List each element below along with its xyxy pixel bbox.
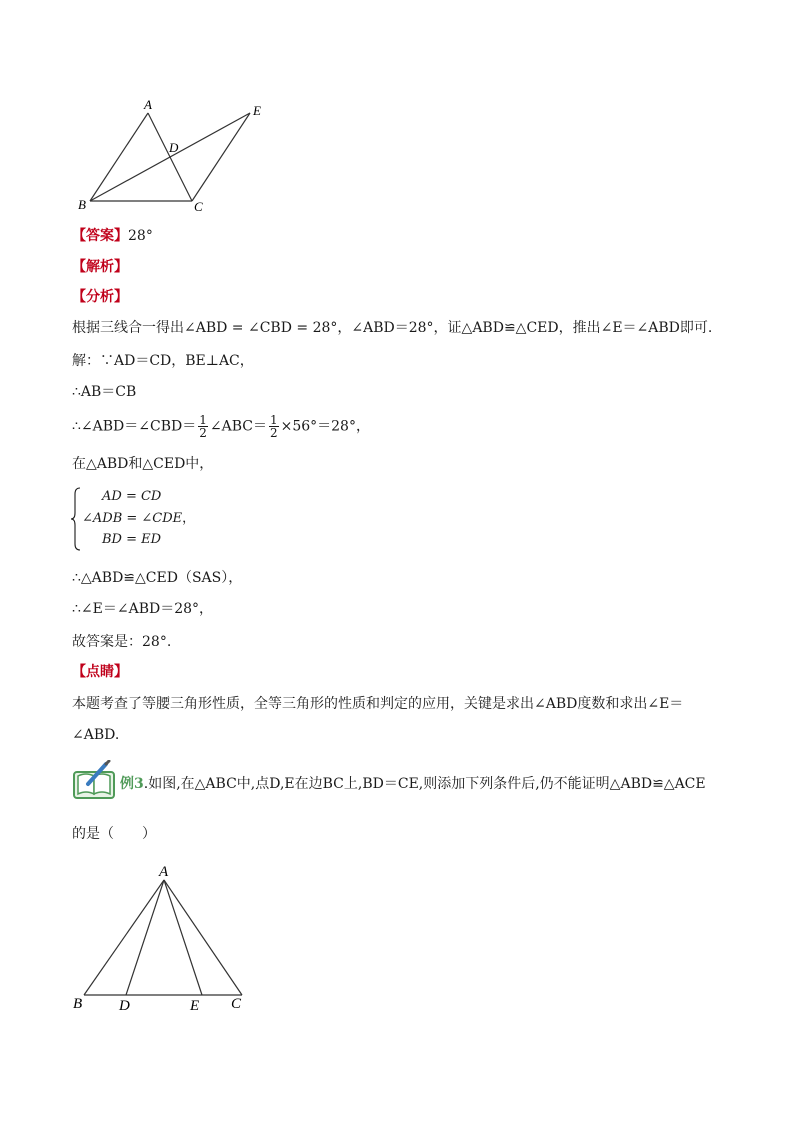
line4-part-c: ×56°＝28°， xyxy=(280,418,370,435)
fenxi-tag: 【分析】 xyxy=(72,289,128,305)
label-d-2: D xyxy=(119,998,130,1014)
solution-line-4 xyxy=(72,414,370,439)
label-b: B xyxy=(78,197,86,212)
label-e: E xyxy=(253,103,261,118)
frac-den-2: 2 xyxy=(269,426,278,440)
left-brace-icon xyxy=(70,486,82,552)
figure-triangle-abc-de xyxy=(66,860,266,1020)
segment-ab xyxy=(90,113,148,201)
label-e-2: E xyxy=(190,998,200,1014)
system-row-2-text: ∠ADB = ∠CDE xyxy=(82,511,183,526)
frac-den: 2 xyxy=(199,426,207,440)
line4-part-a: ∴∠ABD＝∠CBD＝ xyxy=(72,418,197,435)
answer-tag: 【答案】 xyxy=(72,228,128,244)
equation-system xyxy=(70,486,210,552)
label-d: D xyxy=(169,140,179,155)
example3-text-1: .如图,在△ABC中,点D,E在边BC上,BD＝CE,则添加下列条件后,仍不能证明△ABD≌△ACE xyxy=(143,776,706,792)
frac-num: 1 xyxy=(199,413,207,427)
segment-ad-2 xyxy=(126,880,164,995)
system-row-2 xyxy=(82,510,195,528)
example3-line-1 xyxy=(120,774,706,794)
solution-line-5: 在△ABD和△CED中， xyxy=(72,456,214,472)
solution-line-3: ∴AB＝CB xyxy=(72,384,137,400)
segment-ac-2 xyxy=(164,880,242,995)
solution-line-2: 解：∵AD＝CD，BE⊥AC， xyxy=(72,353,254,369)
segment-ae-2 xyxy=(164,880,202,995)
dianjing-tag: 【点睛】 xyxy=(72,664,128,680)
frac-num-2: 1 xyxy=(269,413,278,427)
comment-line-1: 本题考查了等腰三角形性质，全等三角形的性质和判定的应用，关键是求出∠ABD度数和求出∠E＝ xyxy=(72,696,684,712)
label-c: C xyxy=(194,199,203,214)
label-b-2: B xyxy=(73,996,83,1012)
solution-line-8: 故答案是：28°. xyxy=(72,634,172,650)
example3-line-2: 的是（ ） xyxy=(72,826,156,842)
label-a-2: A xyxy=(159,864,169,880)
answer-value: 28° xyxy=(128,228,153,244)
fraction-half-2 xyxy=(269,414,279,439)
system-row-1: AD = CD xyxy=(102,489,162,504)
fraction-half-1 xyxy=(198,414,208,439)
figure-triangle-abc-with-e xyxy=(70,95,280,220)
system-row-3: BD = ED xyxy=(102,532,162,547)
solution-line-6: ∴△ABD≌△CED（SAS）， xyxy=(72,570,243,586)
system-comma: ， xyxy=(182,511,196,526)
line4-part-b: ∠ABC＝ xyxy=(209,418,267,435)
segment-be xyxy=(90,113,250,201)
book-pencil-icon xyxy=(72,760,120,800)
segment-ce xyxy=(192,113,250,201)
segment-ab-2 xyxy=(84,880,164,995)
analysis-line-1: 根据三线合一得出∠ABD = ∠CBD = 28°，∠ABD＝28°，证△ABD≌△CED，推出∠E＝∠ABD即可. xyxy=(72,320,713,336)
comment-line-2: ∠ABD. xyxy=(72,727,120,743)
answer-line xyxy=(72,226,153,246)
example-badge: 例3 xyxy=(120,776,144,792)
label-a: A xyxy=(144,97,152,112)
analysis-tag: 【解析】 xyxy=(72,259,128,275)
solution-line-7: ∴∠E＝∠ABD＝28°， xyxy=(72,601,214,617)
label-c-2: C xyxy=(231,996,242,1012)
